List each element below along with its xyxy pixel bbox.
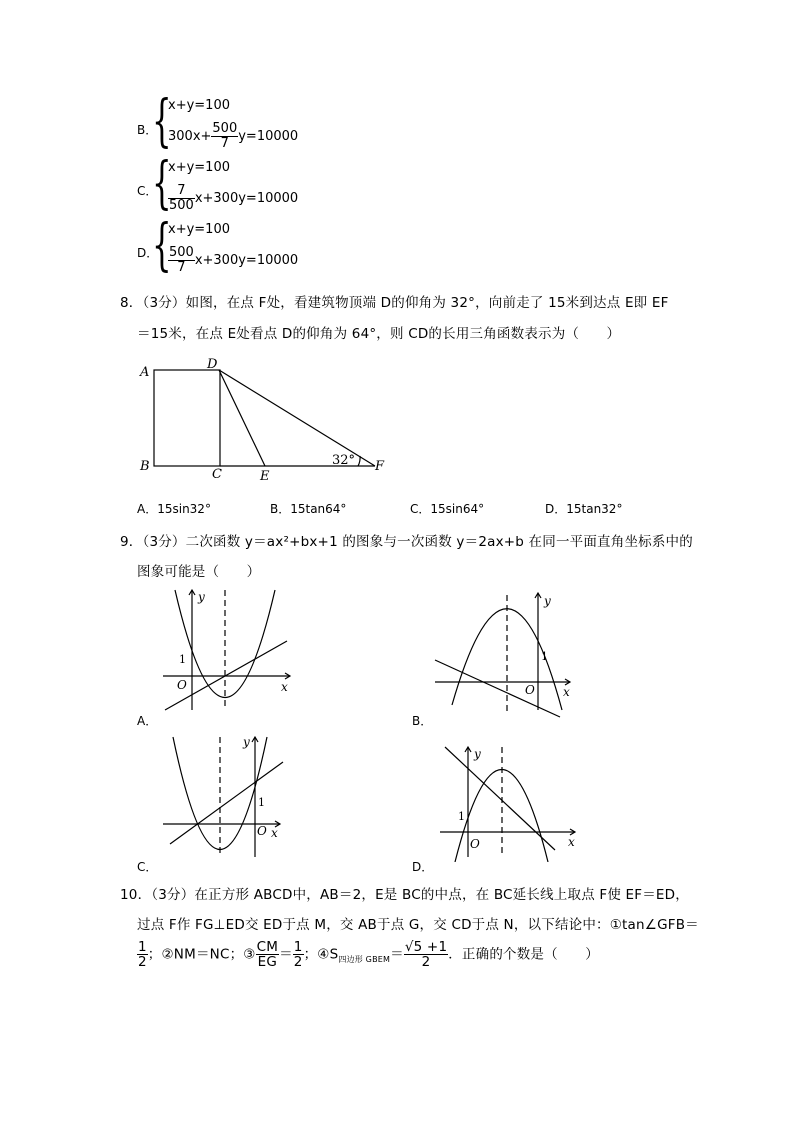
label-f: F bbox=[375, 459, 385, 474]
x-label: x bbox=[281, 680, 288, 694]
brace-icon: { bbox=[152, 89, 172, 154]
brace-icon: { bbox=[152, 213, 172, 278]
line bbox=[445, 747, 555, 850]
q9-graph-c bbox=[155, 732, 305, 862]
equation-1: x+y=100 bbox=[168, 222, 230, 237]
q9-text-line1: 9．（3分）二次函数 y＝ax²+bx+1 的图象与一次函数 y＝2ax+b 在同一平面直角坐标系中的 bbox=[120, 534, 693, 550]
angle-label: 32° bbox=[332, 453, 356, 468]
label-a: A bbox=[140, 365, 150, 380]
q8-figure bbox=[130, 352, 400, 482]
q9-choice-a[interactable]: A． bbox=[137, 714, 158, 728]
intercept-label: 1 bbox=[258, 796, 265, 809]
q10-text-line2: 过点 F作 FG⊥ED交 ED于点 M，交 AB于点 G，交 CD于点 N，以下结论中：①tan∠GFB＝ bbox=[137, 917, 699, 933]
origin-label: O bbox=[470, 837, 480, 851]
q9-graph-d bbox=[430, 742, 580, 862]
option-label: B． bbox=[137, 123, 158, 137]
x-label: x bbox=[271, 826, 278, 840]
q8-choice-d[interactable]: D．15tan32° bbox=[545, 502, 623, 516]
x-label: x bbox=[563, 685, 570, 699]
y-label: y bbox=[474, 747, 481, 761]
q8-text-line2: ＝15米，在点 E处看点 D的仰角为 64°，则 CD的长用三角函数表示为（ ） bbox=[137, 326, 621, 342]
q9-graph-a bbox=[155, 585, 305, 715]
q9-choice-c[interactable]: C． bbox=[137, 860, 158, 874]
option-label: D． bbox=[137, 246, 159, 260]
origin-label: O bbox=[177, 678, 187, 692]
equation-2: $\frac{7}{500}$ x+300y=10000 bbox=[169, 183, 299, 213]
y-label: y bbox=[198, 590, 205, 604]
q9-choice-d[interactable]: D． bbox=[412, 860, 434, 874]
q10-text-line3: $\frac{1}{2}$ ；②NM＝NC；③ $\frac{CM}{EG}$ ＝ $\frac{1}{2}$ ；$④S_{四边形 GBEM}=$ $\frac{√5 +1}{2}$ ．正确的个数是（ ） bbox=[138, 939, 599, 970]
angle-arc bbox=[358, 456, 360, 466]
label-d: D bbox=[207, 357, 218, 372]
q8-choice-c[interactable]: C．15sin64° bbox=[410, 502, 485, 516]
y-label: y bbox=[243, 735, 250, 749]
origin-label: O bbox=[257, 824, 267, 838]
q10-text-line1: 10．（3分）在正方形 ABCD中，AB＝2，E是 BC的中点，在 BC延长线上取点 F使 EF＝ED， bbox=[120, 887, 689, 903]
equation-1: x+y=100 bbox=[168, 160, 230, 175]
brace-icon: { bbox=[152, 151, 172, 216]
q8-text-line1: 8．（3分）如图，在点 F处，看建筑物顶端 D的仰角为 32°，向前走了 15米到达点 E即 EF bbox=[120, 295, 669, 311]
intercept-label: 1 bbox=[541, 650, 548, 663]
label-c: C bbox=[212, 467, 222, 482]
q8-choice-a[interactable]: A．15sin32° bbox=[137, 502, 211, 516]
x-label: x bbox=[568, 835, 575, 849]
origin-label: O bbox=[525, 683, 535, 697]
q9-graph-b bbox=[430, 585, 580, 720]
option-label: C． bbox=[137, 184, 158, 198]
building-rect bbox=[154, 370, 220, 466]
line bbox=[435, 660, 560, 717]
label-e: E bbox=[260, 469, 270, 482]
label-b: B bbox=[140, 459, 150, 474]
y-label: y bbox=[544, 594, 551, 608]
intercept-label: 1 bbox=[179, 653, 186, 666]
equation-2: $\frac{500}{7}$ x+300y=10000 bbox=[169, 245, 299, 275]
q9-choice-b[interactable]: B． bbox=[412, 714, 433, 728]
q9-text-line2: 图象可能是（ ） bbox=[137, 564, 261, 580]
equation-2: 300x+ $\frac{500}{7}$ y=10000 bbox=[168, 121, 299, 151]
equation-1: x+y=100 bbox=[168, 98, 230, 113]
intercept-label: 1 bbox=[458, 810, 465, 823]
q8-choice-b[interactable]: B．15tan64° bbox=[270, 502, 347, 516]
